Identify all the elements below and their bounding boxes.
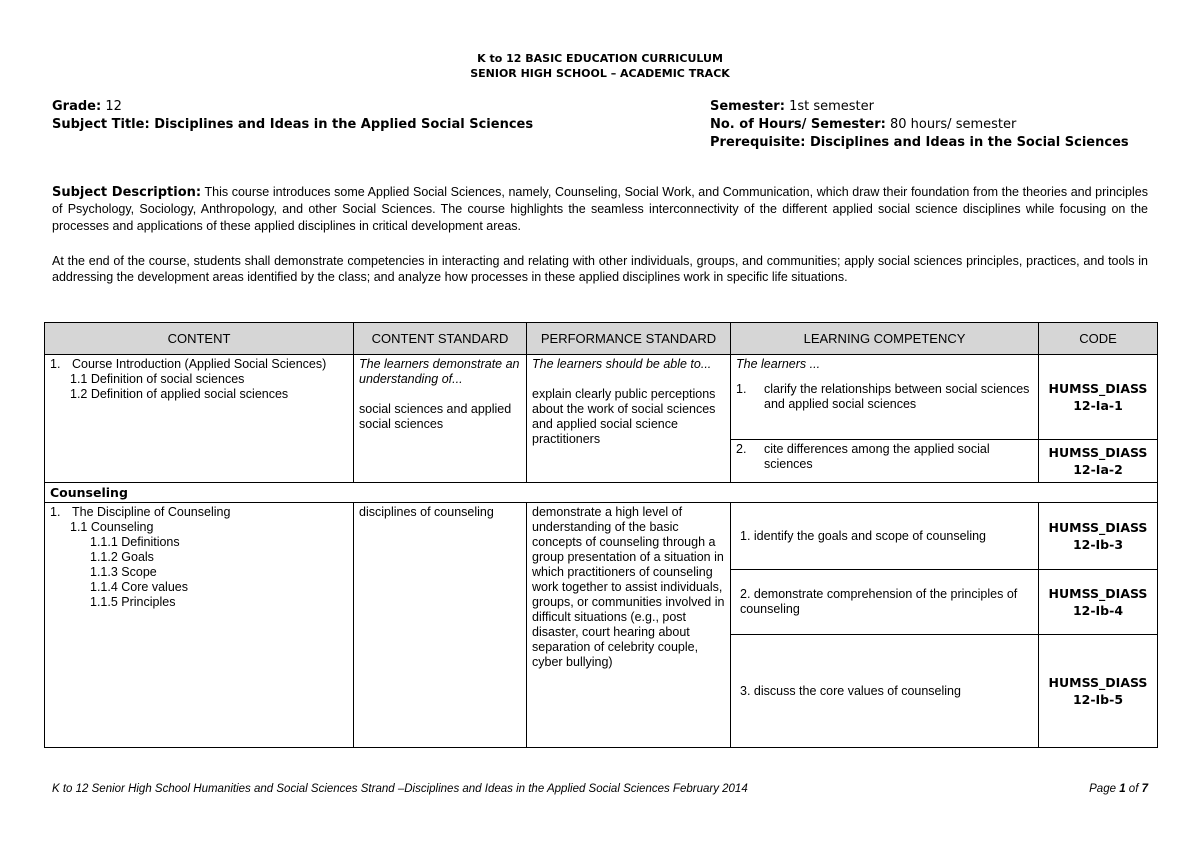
header-learning-competency: LEARNING COMPETENCY: [731, 323, 1039, 355]
competency-text: 1. identify the goals and scope of counseling: [740, 528, 987, 543]
prerequisite-line: [710, 134, 1129, 152]
subject-meta-left: [52, 98, 533, 134]
content-subitem: 1.2 Definition of applied social sciences: [70, 387, 289, 401]
content-cell: [45, 503, 354, 748]
semester-line: [710, 98, 1129, 116]
code-prefix: HUMSS_DIASS: [1048, 675, 1148, 690]
page-header: [0, 51, 1200, 81]
course-outcome: At the end of the course, students shall demonstrate competencies in interacting and relating with other individuals, groups, and communities; apply social sciences principles, practices, and tools in addressing the development areas identified by the class; and analyze how processes in these applied disciplines work in specific life situations.: [52, 254, 1148, 285]
code-cell: [1039, 635, 1158, 748]
code-suffix: 12-Ib-5: [1072, 692, 1124, 707]
code-prefix: HUMSS_DIASS: [1048, 381, 1148, 396]
code-cell: [1039, 570, 1158, 635]
header-content-standard: CONTENT STANDARD: [354, 323, 527, 355]
code-suffix: 12-Ib-4: [1072, 603, 1124, 618]
content-standard-cell: [354, 355, 527, 483]
content-title: The Discipline of Counseling: [72, 505, 231, 519]
competency-text: 2. demonstrate comprehension of the principles of counseling: [740, 587, 1018, 616]
hours-value: 80 hours/ semester: [889, 117, 1017, 132]
section-title: Counseling: [45, 483, 1158, 503]
track-title: SENIOR HIGH SCHOOL – ACADEMIC TRACK: [470, 67, 730, 80]
code-suffix: 12-Ib-3: [1072, 537, 1124, 552]
performance-text: explain clearly public perceptions about the work of social sciences and applied social science practitioners: [532, 387, 716, 446]
content-item: [50, 505, 348, 520]
content-number: 1.: [50, 357, 61, 371]
performance-standard-cell: [527, 503, 731, 748]
semester-label: Semester:: [710, 99, 785, 114]
content-subsubitem: 1.1.1 Definitions: [90, 535, 180, 549]
code-prefix: HUMSS_DIASS: [1048, 586, 1148, 601]
prerequisite-value: Disciplines and Ideas in the Social Sciences: [809, 135, 1129, 150]
content-number: 1.: [50, 505, 61, 519]
performance-intro: The learners should be able to...: [532, 357, 712, 371]
standard-intro: The learners demonstrate an understanding of...: [359, 357, 520, 386]
page-prefix: Page: [1089, 783, 1116, 795]
code-cell: [1039, 355, 1158, 440]
content-subsubitem: 1.1.5 Principles: [90, 595, 176, 609]
page-current: 1: [1119, 783, 1126, 795]
performance-text: demonstrate a high level of understanding of the basic concepts of counseling through a group presentation of a situation in which practitioners of counseling work together to assist individuals, groups, or communities involved in difficult situations (e.g., post disaster, court hearing about separation of celebrity couple, cyber bullying): [532, 505, 725, 669]
competency-cell: [731, 355, 1039, 440]
table-header-row: [45, 323, 1158, 355]
semester-value: 1st semester: [789, 99, 874, 114]
competency-intro: The learners ...: [736, 357, 821, 371]
code-prefix: HUMSS_DIASS: [1048, 445, 1148, 460]
competency-text: 3. discuss the core values of counseling: [740, 683, 961, 698]
content-subsubitem: 1.1.2 Goals: [90, 550, 154, 564]
competency-cell: [731, 635, 1039, 748]
subject-meta-right: [710, 98, 1129, 152]
subject-title-value: : Disciplines and Ideas in the Applied Social Sciences: [144, 117, 534, 132]
competency-cell: [731, 440, 1039, 483]
table-row: [45, 503, 1158, 570]
footer-text: K to 12 Senior High School Humanities and Social Sciences Strand –Disciplines and Ideas in the Applied Social Sciences February 2014: [52, 783, 748, 795]
subject-description: [52, 184, 1148, 234]
competency-number: 2.: [736, 442, 747, 456]
content-item: [50, 357, 348, 372]
hours-label: No. of Hours/ Semester:: [710, 117, 886, 132]
hours-line: [710, 116, 1129, 134]
content-subitem: 1.1 Counseling: [70, 520, 154, 534]
page-of: of: [1128, 783, 1139, 795]
content-subsubitem: 1.1.3 Scope: [90, 565, 157, 579]
table-row: [45, 355, 1158, 440]
content-subitem: 1.1 Definition of social sciences: [70, 372, 245, 386]
code-cell: [1039, 440, 1158, 483]
content-title: Course Introduction (Applied Social Sciences): [72, 357, 327, 371]
subject-title-line: [52, 116, 533, 134]
content-subsubitem: 1.1.4 Core values: [90, 580, 188, 594]
competency-item: [736, 442, 1033, 472]
subject-title-label: Subject Title: [52, 117, 145, 132]
header-performance-standard: PERFORMANCE STANDARD: [527, 323, 731, 355]
competency-number: 1.: [736, 382, 747, 396]
curriculum-table: [44, 322, 1158, 748]
content-standard-cell: [354, 503, 527, 748]
competency-cell: [731, 503, 1039, 570]
grade-label: Grade:: [52, 99, 102, 114]
code-cell: [1039, 503, 1158, 570]
standard-text: disciplines of counseling: [359, 505, 494, 519]
competency-text: clarify the relationships between social sciences and applied social sciences: [764, 382, 1030, 411]
description-text: This course introduces some Applied Social Sciences, namely, Counseling, Social Work, and Communication, which draw their foundation from the theories and principles of Psychology, Sociology, Anthropology, and other Social Sciences. The course highlights the seamless interconnectivity of the different applied social science disciplines while focusing on the processes and applications of these applied disciplines in critical development areas.: [52, 185, 1148, 233]
prerequisite-label: Prerequisite:: [710, 135, 806, 150]
header-code: CODE: [1039, 323, 1158, 355]
page-total: 7: [1141, 783, 1148, 795]
curriculum-title: K to 12 BASIC EDUCATION CURRICULUM: [477, 52, 723, 65]
header-content: CONTENT: [45, 323, 354, 355]
code-suffix: 12-Ia-1: [1073, 398, 1123, 413]
competency-cell: [731, 570, 1039, 635]
competency-item: [736, 382, 1033, 412]
page-number: [1089, 783, 1148, 795]
standard-text: social sciences and applied social sciences: [359, 402, 512, 431]
description-lead: Subject Description:: [52, 185, 202, 200]
grade-value: 12: [105, 99, 122, 114]
competency-text: cite differences among the applied social sciences: [764, 442, 990, 471]
code-prefix: HUMSS_DIASS: [1048, 520, 1148, 535]
performance-standard-cell: [527, 355, 731, 483]
grade-line: [52, 98, 533, 116]
code-suffix: 12-Ia-2: [1073, 462, 1123, 477]
section-row: [45, 483, 1158, 503]
content-cell: [45, 355, 354, 483]
